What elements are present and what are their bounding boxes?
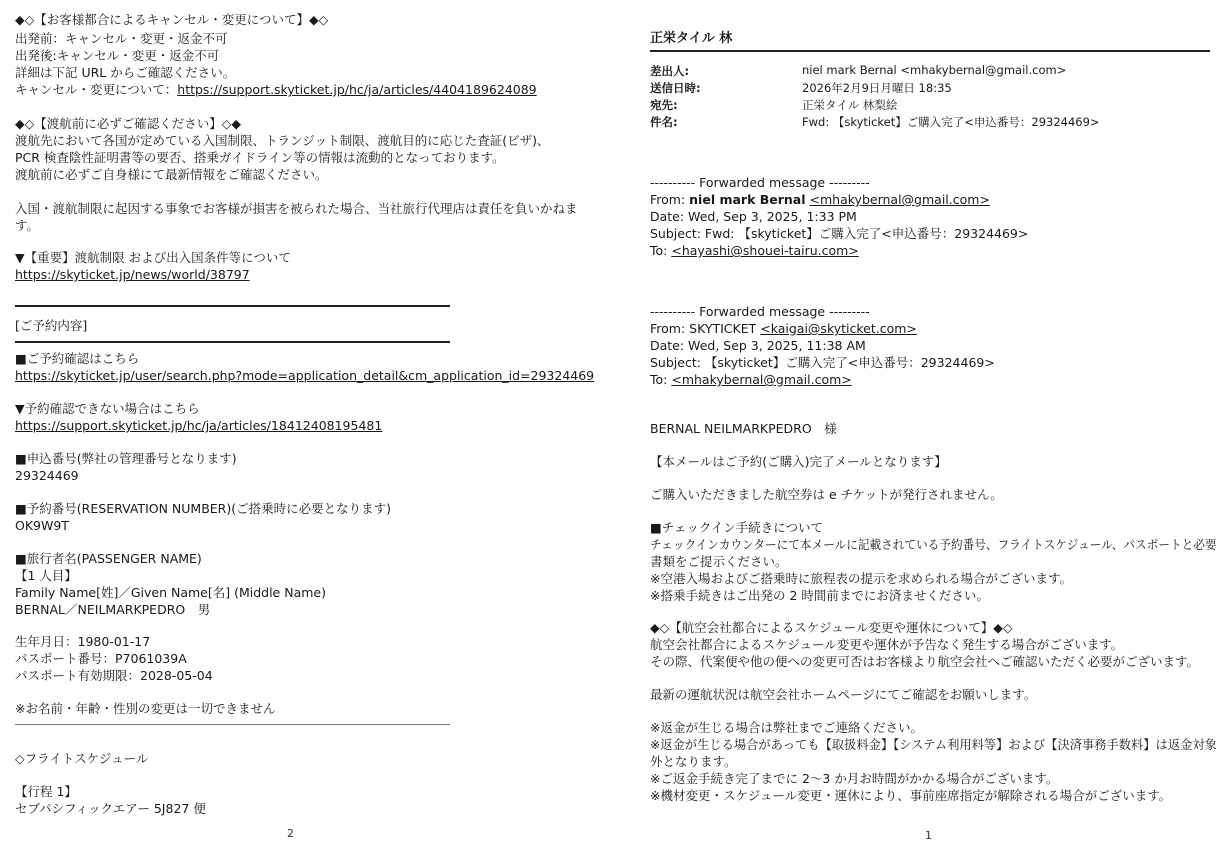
text-line: その際、代案便や他の便への変更可否はお客様より航空会社へご確認いただく必要がございます。 <box>650 654 1200 669</box>
text-line: PCR 検査陰性証明書等の要否、搭乗ガイドライン等の情報は流動的となっております。 <box>15 150 505 165</box>
text-line: ※搭乗手続きはご出発の 2 時間前までにお済ませください。 <box>650 588 989 603</box>
from-value: niel mark Bernal <mhakybernal@gmail.com> <box>802 63 1067 77</box>
cancel-link-label: キャンセル・変更について： <box>15 82 178 97</box>
fwd1-from-prefix: From: <box>650 192 690 207</box>
travel-restriction-link[interactable]: https://skyticket.jp/news/world/38797 <box>15 267 250 282</box>
text-line: ■ご予約確認はこちら <box>15 351 140 366</box>
text-line: ▼予約確認できない場合はこちら <box>15 401 200 416</box>
text-line <box>15 82 537 98</box>
text-line: ※ご返金手続き完了までに 2～3 か月お時間がかかる場合がございます。 <box>650 771 1059 786</box>
fwd2-from-prefix: From: SKYTICKET <box>650 321 761 336</box>
text-line: ※お名前・年齢・性別の変更は一切できません <box>15 701 276 716</box>
fwd1-from <box>650 192 990 208</box>
reservation-number: OK9W9T <box>15 518 69 533</box>
text-line: ご購入いただきました航空券は e チケットが発行されません。 <box>650 487 1003 502</box>
subject-value: Fwd: 【skyticket】ご購入完了<申込番号：29324469> <box>802 115 1100 129</box>
fwd1-to-prefix: To: <box>650 243 672 258</box>
flight-info: セブパシフィックエアー 5J827 便 <box>15 801 206 816</box>
text-line: 【行程 1】 <box>15 784 77 799</box>
text-line: ※返金が生じる場合があっても【取扱料金】【システム利用料等】および【決済事務手数料】は返金対象 <box>650 737 1217 752</box>
divider <box>15 724 450 725</box>
fwd1-subject: Subject: Fwd: 【skyticket】ご購入完了<申込番号：29324469> <box>650 226 1029 241</box>
text-line: す。 <box>15 218 40 233</box>
to-value: 正栄タイル 林梨絵 <box>802 98 898 112</box>
text-line: 最新の運航状況は航空会社ホームページにてご確認をお願いします。 <box>650 687 1037 702</box>
cancel-policy-link[interactable]: https://support.skyticket.jp/hc/ja/articles/4404189624089 <box>177 82 537 97</box>
sent-value: 2026年2月9日月曜日 18:35 <box>802 81 952 95</box>
page-title: 正栄タイル 林 <box>650 31 733 46</box>
text-line: 渡航前に必ずご自身様にて最新情報をご確認ください。 <box>15 167 328 182</box>
recipient-name: BERNAL NEILMARKPEDRO 様 <box>650 421 837 436</box>
text-line: チェックインカウンターにて本メールに記載されている予約番号、フライトスケジュール、パスポートと必要 <box>650 537 1217 552</box>
support-article-link[interactable]: https://support.skyticket.jp/hc/ja/articles/18412408195481 <box>15 418 383 433</box>
text-line: 入国・渡航制限に起因する事象でお客様が損害を被られた場合、当社旅行代理店は責任を負いかねま <box>15 201 578 216</box>
fwd2-subject: Subject: 【skyticket】ご購入完了<申込番号：29324469> <box>650 355 995 370</box>
from-label: 差出人: <box>650 64 690 78</box>
text-line: 【本メールはご予約(ご購入)完了メールとなります】 <box>650 454 947 469</box>
fwd2-from-email-link[interactable]: <kaigai@skyticket.com> <box>760 321 917 336</box>
fwd2-to-email-link[interactable]: <mhakybernal@gmail.com> <box>671 372 852 387</box>
flight-schedule-heading: ◇フライトスケジュール <box>15 751 149 766</box>
divider <box>15 341 450 343</box>
fwd2-from <box>650 321 917 337</box>
fwd2-to-prefix: To: <box>650 372 672 387</box>
text-line: 【1 人目】 <box>15 568 77 583</box>
text-line: ▼【重要】渡航制限 および出入国条件等について <box>15 250 291 265</box>
text-line: ■予約番号(RESERVATION NUMBER)(ご搭乗時に必要となります) <box>15 501 391 516</box>
text-line: ※返金が生じる場合は弊社までご連絡ください。 <box>650 720 923 735</box>
fwd1-to-email-link[interactable]: <hayashi@shouei-tairu.com> <box>671 243 859 258</box>
text-line: 出発後:キャンセル・変更・返金不可 <box>15 48 220 63</box>
text-line: ■旅行者名(PASSENGER NAME) <box>15 551 202 566</box>
passport-expiry: パスポート有効期限：2028-05-04 <box>15 668 213 683</box>
fwd1-date: Date: Wed, Sep 3, 2025, 1:33 PM <box>650 209 857 224</box>
forwarded-divider: ---------- Forwarded message --------- <box>650 175 870 190</box>
sent-label: 送信日時: <box>650 81 701 95</box>
page-number: 2 <box>287 827 294 840</box>
fwd1-from-email-link[interactable]: <mhakybernal@gmail.com> <box>809 192 990 207</box>
page-number: 1 <box>925 829 932 842</box>
text-line: 出発前：キャンセル・変更・返金不可 <box>15 31 228 46</box>
text-line: Family Name[姓]／Given Name[名] (Middle Name) <box>15 585 326 600</box>
reservation-check-link[interactable]: https://skyticket.jp/user/search.php?mode=application_detail&cm_application_id=29324469 <box>15 368 595 383</box>
title-rule <box>650 50 1210 52</box>
travel-notice-heading: ◆◇【渡航前に必ずご確認ください】◇◆ <box>15 116 241 131</box>
passenger-name: BERNAL／NEILMARKPEDRO 男 <box>15 602 211 617</box>
to-label: 宛先: <box>650 98 678 112</box>
fwd1-to <box>650 243 859 259</box>
forwarded-divider: ---------- Forwarded message --------- <box>650 304 870 319</box>
fwd2-to <box>650 372 852 388</box>
text-line: 書類をご提示ください。 <box>650 554 788 569</box>
application-number: 29324469 <box>15 468 79 483</box>
text-line: ※機材変更・スケジュール変更・運休により、事前座席指定が解除される場合がございます。 <box>650 788 1172 803</box>
text-line: 航空会社都合によるスケジュール変更や運休が予告なく発生する場合がございます。 <box>650 637 1124 652</box>
reservation-section-title: [ご予約内容] <box>15 318 88 333</box>
fwd2-date: Date: Wed, Sep 3, 2025, 11:38 AM <box>650 338 866 353</box>
document-page-2 <box>0 0 600 867</box>
text-line: ※空港入場およびご搭乗時に旅程表の提示を求められる場合がございます。 <box>650 571 1072 586</box>
cancel-policy-heading: ◆◇【お客様都合によるキャンセル・変更について】◆◇ <box>15 12 329 27</box>
passport-number: パスポート番号：P7061039A <box>15 651 187 666</box>
subject-label: 件名: <box>650 115 678 129</box>
birth-date: 生年月日：1980-01-17 <box>15 634 151 649</box>
divider <box>15 305 450 307</box>
text-line: 渡航先において各国が定めている入国制限、トランジット制限、渡航目的に応じた査証(ビザ)、 <box>15 133 550 148</box>
document-page-1 <box>612 0 1223 867</box>
airline-change-heading: ◆◇【航空会社都合によるスケジュール変更や運休について】◆◇ <box>650 620 1013 635</box>
text-line: 詳細は下記 URL からご確認ください。 <box>15 65 236 80</box>
fwd1-from-name: niel mark Bernal <box>689 192 806 207</box>
checkin-heading: ■チェックイン手続きについて <box>650 520 824 535</box>
text-line: 外となります。 <box>650 754 737 769</box>
text-line: ■申込番号(弊社の管理番号となります) <box>15 451 237 466</box>
